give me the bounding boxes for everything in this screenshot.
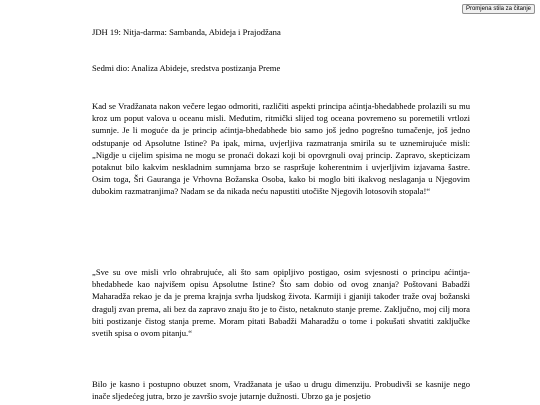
article-paragraph: „Sve su ove misli vrlo ohrabrujuće, ali što sam opipljivo postigao, osim svjesnosti o principu aćintja-bhedabhede kao najvišem opisu Apsolutne Istine? Što sam dobio od ovog znanja? Poštovani Babadži Maharadža rekao je da je prema krajnja svrha ljudskog života. Karmiji i gjaniji također traže ovaj božanski dragulj zvan prema, ali bez da zapravo znaju što je to čisto, netaknuto stanje preme. Zaključno, moj cilj mora biti postizanje čistog stanja preme. Moram pitati Babadži Maharadžu o tome i pokušati shvatiti zaključke svetih spisa o ovom pitanju.“ [92,267,470,339]
reading-style-toggle-button[interactable]: Promjena stila za čitanje [462,4,535,14]
article-paragraph: Bilo je kasno i postupno obuzet snom, Vradžanata je ušao u drugu dimenziju. Probudivši se kasnije nego inače sljedećeg jutra, brzo je završio svoje jutarnje dužnosti. Ubrzo ga je posjetio [92,379,470,402]
article-paragraph: Kad se Vradžanata nakon večere legao odmoriti, različiti aspekti principa aćintja-bhedabhede prolazili su mu kroz um poput valova u oceanu misli. Međutim, ritmički slijed tog oceana povremeno su poremetili vrtlozi sumnje. Je li moguće da je princip aćintja-bhedabhede bio samo još jedno pogrešno tumačenje, još jedno odstupanje od Apsolutne Istine? Pa ipak, mirna, uvjerljiva razmatranja smirila su te uznemirujuće misli: „Nigdje u cijelim spisima ne mogu se pronaći dokazi koji bi opovrgnuli ovaj princip. Zapravo, skepticizam potaknut bilo kakvim neskladnim sumnjama brzo se raspršuje koherentnim i uvjerljivim izjavama šastre. Osim toga, Šri Gauranga je Vrhovna Božanska Osoba, kako bi moglo biti ikakvog neslaganja u Njegovim dubokim razmatranjima? Nadam se da nikada neću napustiti utočište Njegovih lotosovih stopala!“ [92,101,470,197]
page-subtitle: Sedmi dio: Analiza Abideje, sredstva postizanja Preme [92,63,281,73]
page-title: JDH 19: Nitja-darma: Sambanda, Abideja i Prajodžana [92,27,281,37]
